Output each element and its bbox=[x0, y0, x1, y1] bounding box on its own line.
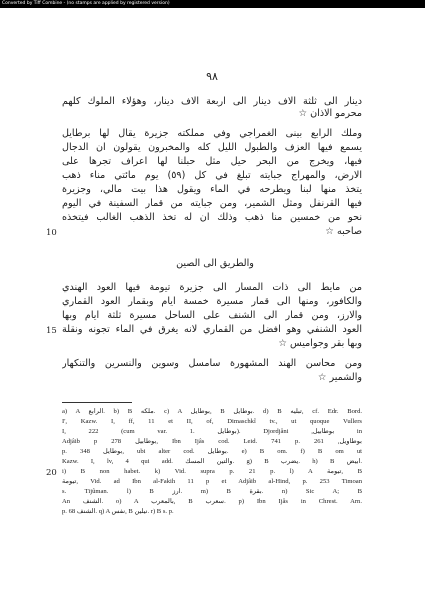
converter-banner: Converted by Tiff Combine - (no stamps are applied by registered version) bbox=[0, 0, 425, 8]
text-line: صاحبه ☆ bbox=[325, 226, 362, 237]
line-number: 10 bbox=[46, 228, 57, 238]
text-line: من مايط الى ذات المسار الى جزيرة تيومة فيها العود الهندي bbox=[62, 282, 362, 293]
line-number: 15 bbox=[46, 326, 57, 336]
footnote-line: p. 68 الشنف. q) A نفس, B نيلين. r) B s. p. bbox=[62, 508, 174, 515]
footnote-rule bbox=[62, 402, 132, 403]
text-line: يسمع فيها العزف والطبول الليل كله والمخبرون يقولون ان الدجال bbox=[62, 142, 362, 153]
text-line: فيها القرنفل ومثل الشمير، ومن جبايته من قمار السفينة في اليوم bbox=[62, 198, 362, 209]
text-line: فيها، ويخرج من البحر حيل مثل حبلنا لها اعراف تجرها على bbox=[62, 156, 362, 167]
line-number: 20 bbox=[46, 468, 57, 478]
text-line: والكافور، ومنها الى قمار مسيرة خمسة ايام وبقمار العود القماري bbox=[62, 296, 362, 307]
footnote-line: p. 348 بوطايل, ubi alter cod. بوطايل. e) B om. f) B om ut bbox=[62, 448, 362, 455]
text-line: والشمير ☆ bbox=[317, 372, 362, 383]
text-line: يتخذ منها لبنا ويطرحه في الماء ويقول هذا بيت مالي، وجزيرة bbox=[62, 184, 362, 195]
text-line: وبها بقر وجواميس ☆ bbox=[278, 338, 362, 349]
text-line: دينار الى ثلثة آلاف دينار الى اربعة آلاف دينار، وهؤلاء الملوك كلهم bbox=[62, 96, 362, 107]
page-number: ٩٨ bbox=[206, 70, 218, 83]
footnote-line: s. Tijûman. l) B ارز. m) B بقرة. n) Sic A; B bbox=[62, 488, 362, 495]
text-line: الارض، والمهراج جبايته تبلغ في كل (٥٩) يوم مائتي مناء ذهب bbox=[62, 170, 362, 181]
footnote-line: I', Kazw. I, ff, 11 et II, of, Dimaschkî tv., ut quoque Vullers bbox=[62, 418, 362, 425]
footnote-line: تيومة, Vid. ad Ibn al-Fakih 11 p et Adjâib al-Hind, p. 253 Timoan bbox=[62, 478, 362, 485]
text-line: والارز، ومن قمار الى الشنف على الساحل مسيرة ثلثة ايام وبها bbox=[62, 310, 362, 321]
footnote-line: a) A الرابع. b) B ملكه. c) A بوطايل, B بوطايل. d) B تبليه, cf. Edr. Bord. bbox=[62, 408, 362, 415]
text-line: نحو من خمسين منا ذهب وذلك ان له تخذ الذهب الغالب فيتخذه bbox=[62, 212, 362, 223]
footnote-line: I, 222 (cum var. 1. بوطايل). Djordjâni ,بوطابيل in bbox=[62, 428, 362, 435]
section-heading: والطريق الى الصين bbox=[176, 258, 254, 269]
footnote-line: Kazw. I, lv, 4 qui add. والتين المسك. g) B يضرب. h) B ابيض. bbox=[62, 458, 362, 465]
text-line: ومن محاسن الهند المشهورة سامسل وسوين والنسرين والتنكهار bbox=[62, 358, 362, 369]
text-line: العود الشنفي وهو افضل من القماري لانه يغرق في الماء تجونه ونقلة bbox=[62, 324, 362, 335]
text-line: وملك الرابع بينى الغمراجي وفي مملكته جزيرة يقال لها برطايل bbox=[62, 128, 362, 139]
text-line: محرمو الاذان ☆ bbox=[298, 108, 362, 119]
footnote-line: i) B non habet. k) Vid. supra p. 21 p. l) A تيومة, B bbox=[62, 468, 362, 475]
footnote-line: An الشنف. o) A بالمعرب, B سعرب. p) Ibn Ijâs in Chrest. Arn. bbox=[62, 498, 362, 505]
footnote-line: Adjâib p 278 بوطابيل, Ibn Ijâs cod. Leid. 741 p. 261 ,بوطاويل bbox=[62, 438, 362, 445]
